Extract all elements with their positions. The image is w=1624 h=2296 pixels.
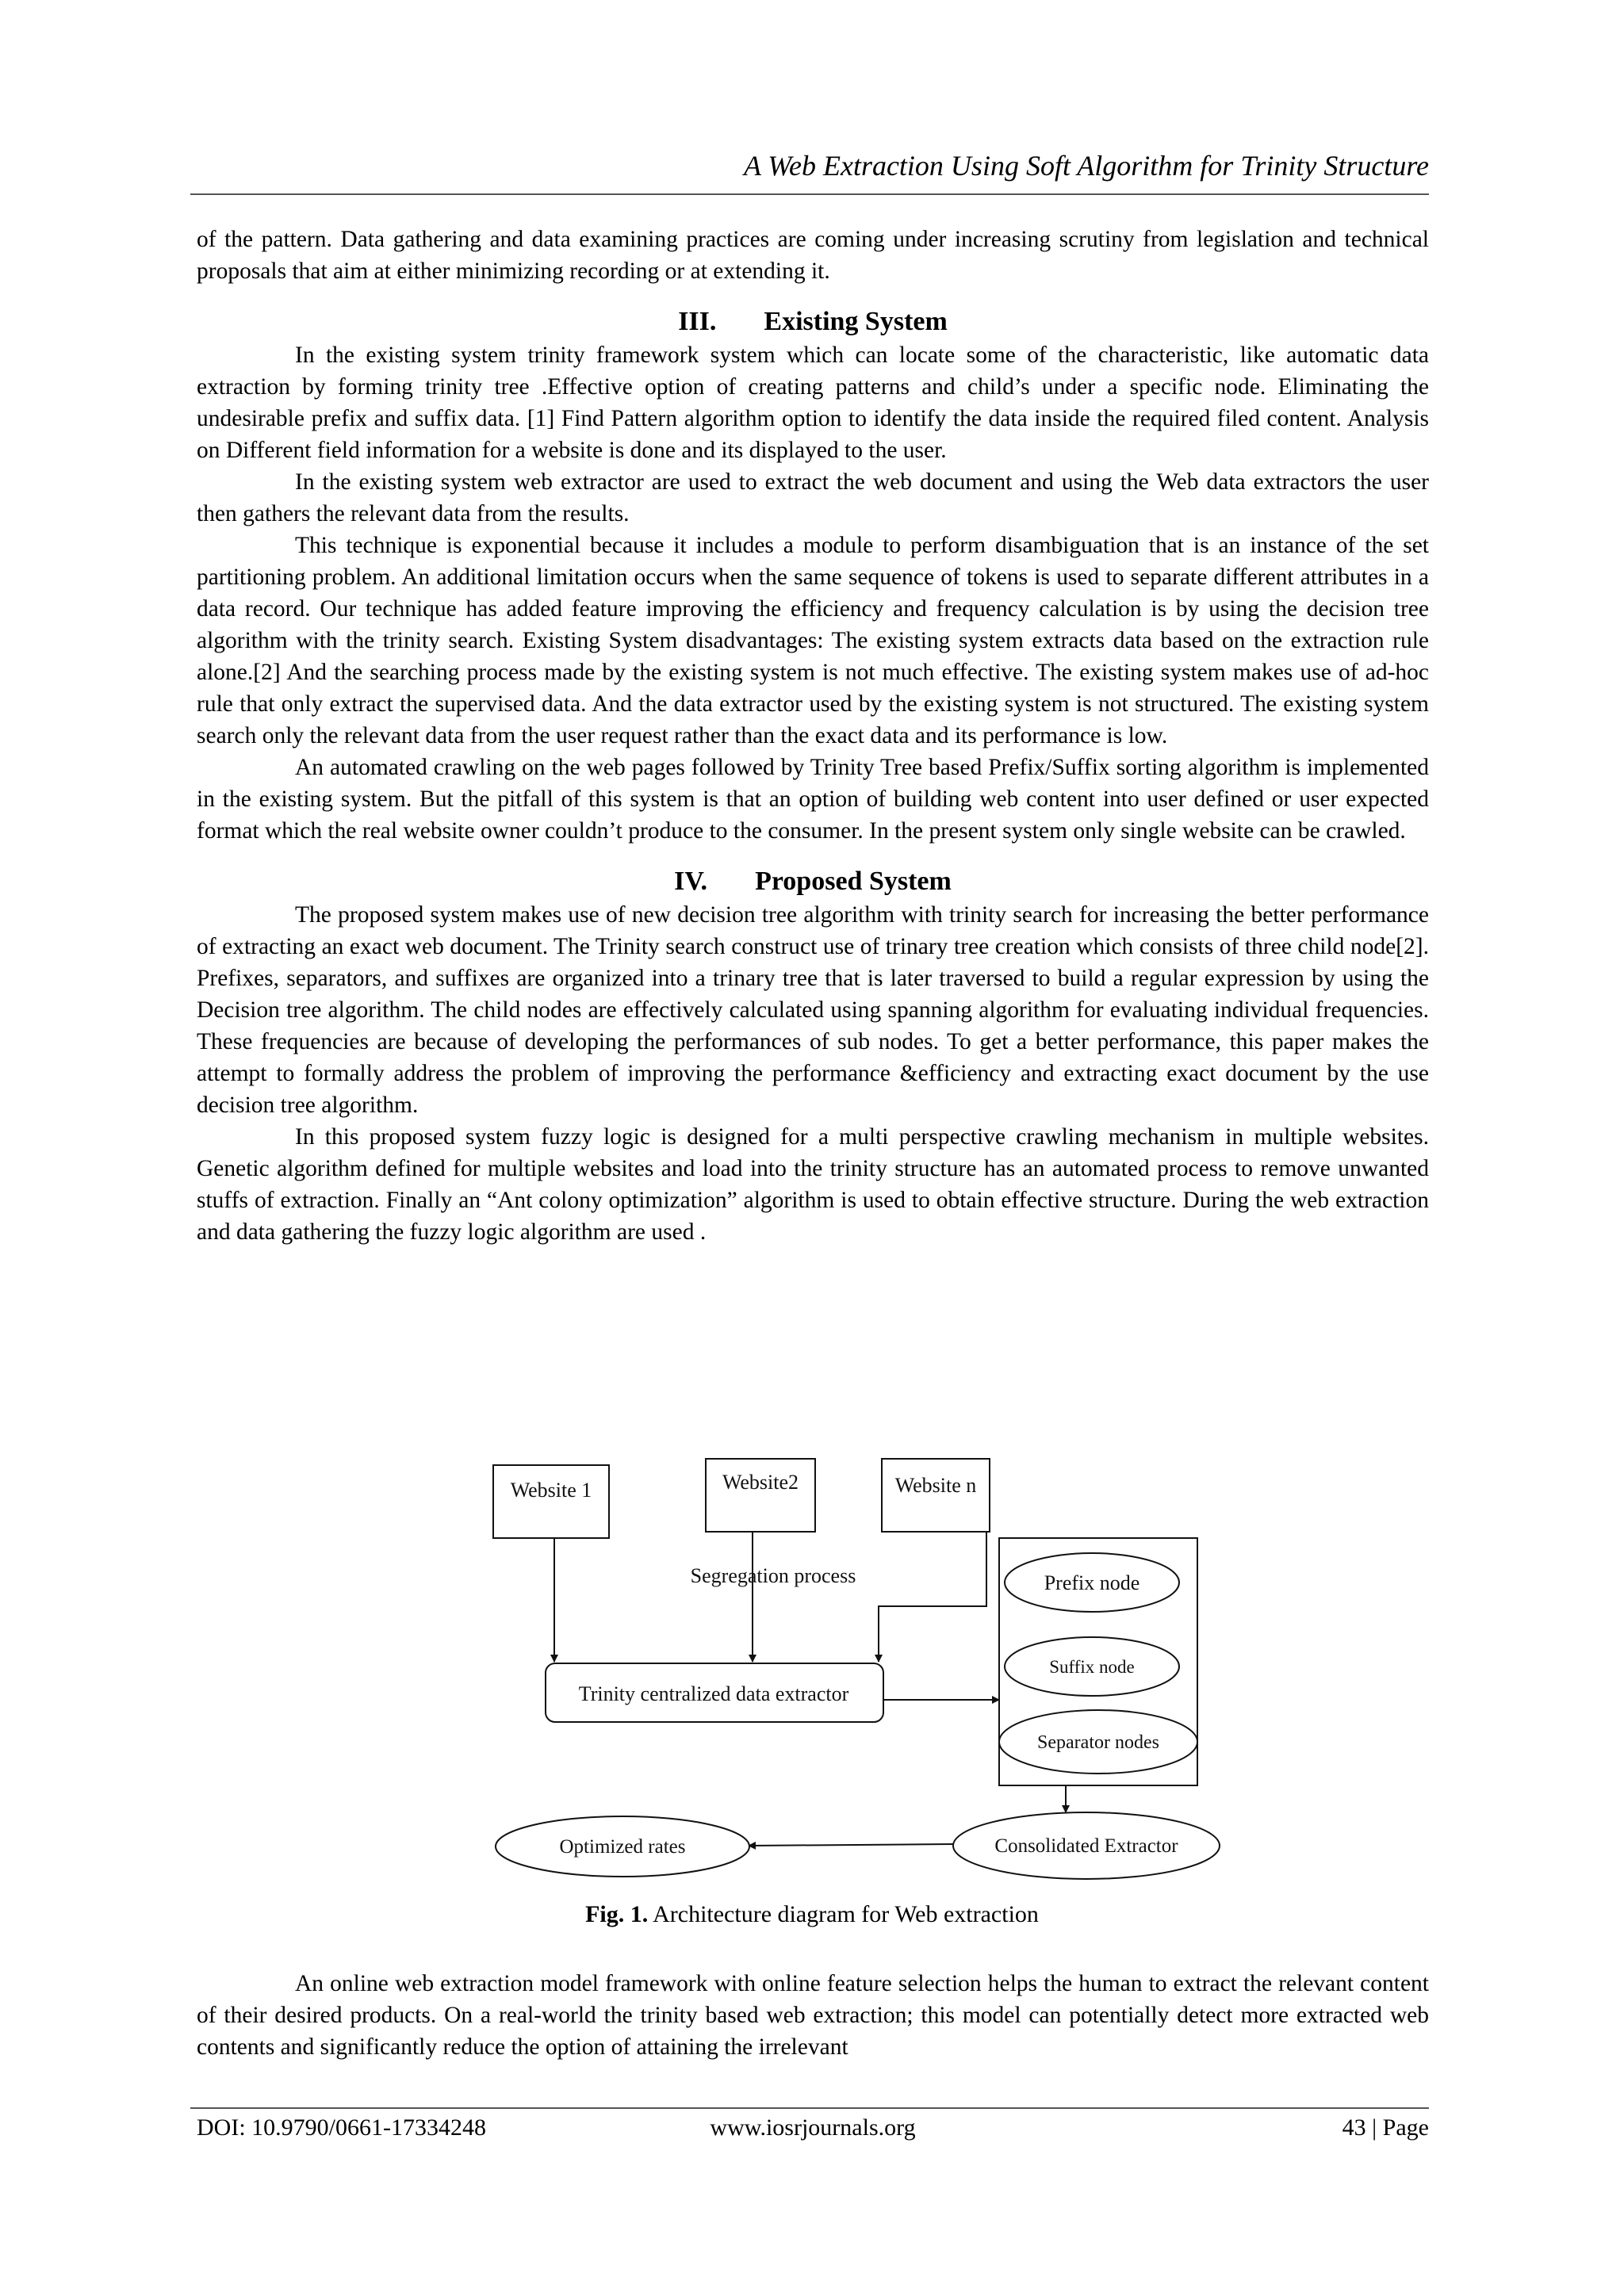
arrow-consolidated-to-optimized	[749, 1844, 953, 1846]
page-footer	[197, 2112, 1429, 2144]
figure-caption-label: Fig. 1.	[585, 1901, 649, 1927]
website-1-label: Website 1	[510, 1479, 592, 1502]
upper-body-text	[197, 224, 1429, 1248]
closing-paragraph: An online web extraction model framework with online feature selection helps the human to extract the relevant content of their desired products. On a real-world the trinity based web extraction; this model can potentially detect more extracted web contents and significantly reduce the option of attaining the irrelevant	[197, 1971, 1429, 2060]
header-rule	[190, 193, 1429, 195]
prefix-node-label: Prefix node	[1044, 1571, 1140, 1594]
segregation-process-label: Segregation process	[690, 1564, 856, 1587]
figure-caption-text: Architecture diagram for Web extraction	[648, 1901, 1039, 1927]
trinity-extractor-label: Trinity centralized data extractor	[578, 1682, 849, 1705]
lower-body-text	[197, 1968, 1429, 2063]
section-4-number: IV.	[674, 867, 708, 896]
suffix-node-label: Suffix node	[1049, 1657, 1135, 1677]
optimized-rates-label: Optimized rates	[559, 1836, 686, 1858]
website-2-label: Website2	[722, 1471, 799, 1494]
section-3-paragraph: An automated crawling on the web pages followed by Trinity Tree based Prefix/Suffix sorting algorithm is implemented in the existing system. But the pitfall of this system is that an option of building web content into user defined or user expected format which the real website owner couldn’t produce to the consumer. In the present system only single website can be crawled.	[197, 755, 1429, 844]
footer-rule	[190, 2107, 1429, 2109]
website-1-box	[493, 1465, 609, 1538]
footer-doi: DOI: 10.9790/0661-17334248	[197, 2114, 486, 2141]
section-4-paragraph: The proposed system makes use of new decision tree algorithm with trinity search for increasing the better performance of extracting an exact web document. The Trinity search construct use of trinary tree creation which consists of three child node[2]. Prefixes, separators, and suffixes are organized into a trinary tree that is later traversed to build a regular expression by using the Decision tree algorithm. The child nodes are effectively calculated using spanning algorithm for evaluating individual frequencies. These frequencies are because of developing the performances of sub nodes. To get a better performance, this paper makes the attempt to formally address the problem of improving the performance &efficiency and extracting exact document by the use decision tree algorithm.	[197, 902, 1429, 1118]
running-title: A Web Extraction Using Soft Algorithm for Trinity Structure	[743, 150, 1429, 182]
section-3-title: Existing System	[764, 307, 948, 336]
footer-page-number: 43 | Page	[1342, 2114, 1429, 2141]
section-3-number: III.	[678, 307, 717, 336]
footer-site: www.iosrjournals.org	[710, 2114, 916, 2141]
section-3-paragraph: In the existing system web extractor are used to extract the web document and using the Web data extractors the user then gathers the relevant data from the results.	[197, 469, 1429, 526]
section-3-heading	[197, 304, 1429, 339]
section-4-paragraph: In this proposed system fuzzy logic is designed for a multi perspective crawling mechanism in multiple websites. Genetic algorithm defined for multiple websites and load into the trinity structure has an automated process to remove unwanted stuffs of extraction. Finally an “Ant colony optimization” algorithm is used to obtain effective structure. During the web extraction and data gathering the fuzzy logic algorithm are used .	[197, 1124, 1429, 1245]
section-4-title: Proposed System	[755, 867, 952, 896]
section-4-heading	[197, 864, 1429, 899]
consolidated-extractor-label: Consolidated Extractor	[994, 1835, 1178, 1857]
arrow-websiten-to-extractor	[879, 1532, 986, 1662]
separator-nodes-label: Separator nodes	[1037, 1732, 1159, 1753]
intro-paragraph: of the pattern. Data gathering and data examining practices are coming under increasing scrutiny from legislation and technical proposals that aim at either minimizing recording or at extending it.	[197, 227, 1429, 284]
architecture-diagram	[476, 1448, 1221, 1892]
website-2-box	[706, 1459, 815, 1532]
section-3-paragraph: This technique is exponential because it includes a module to perform disambiguation that is an instance of the set partitioning problem. An additional limitation occurs when the same sequence of tokens is used to separate different attributes in a data record. Our technique has added feature improving the efficiency and frequency calculation is by using the decision tree algorithm with the trinity search. Existing System disadvantages: The existing system extracts data based on the extraction rule alone.[2] And the searching process made by the existing system is not much effective. The existing system makes use of ad-hoc rule that only extract the supervised data. And the data extractor used by the existing system is not structured. The existing system search only the relevant data from the user request rather than the exact data and its performance is low.	[197, 533, 1429, 748]
figure-caption	[0, 1901, 1624, 1928]
website-n-label: Website n	[894, 1474, 977, 1497]
section-3-paragraph: In the existing system trinity framework system which can locate some of the characteristic, like automatic data extraction by forming trinity tree .Effective option of creating patterns and child’s under a specific node. Eliminating the undesirable prefix and suffix data. [1] Find Pattern algorithm option to identify the data inside the required filed content. Analysis on Different field information for a website is done and its displayed to the user.	[197, 342, 1429, 463]
